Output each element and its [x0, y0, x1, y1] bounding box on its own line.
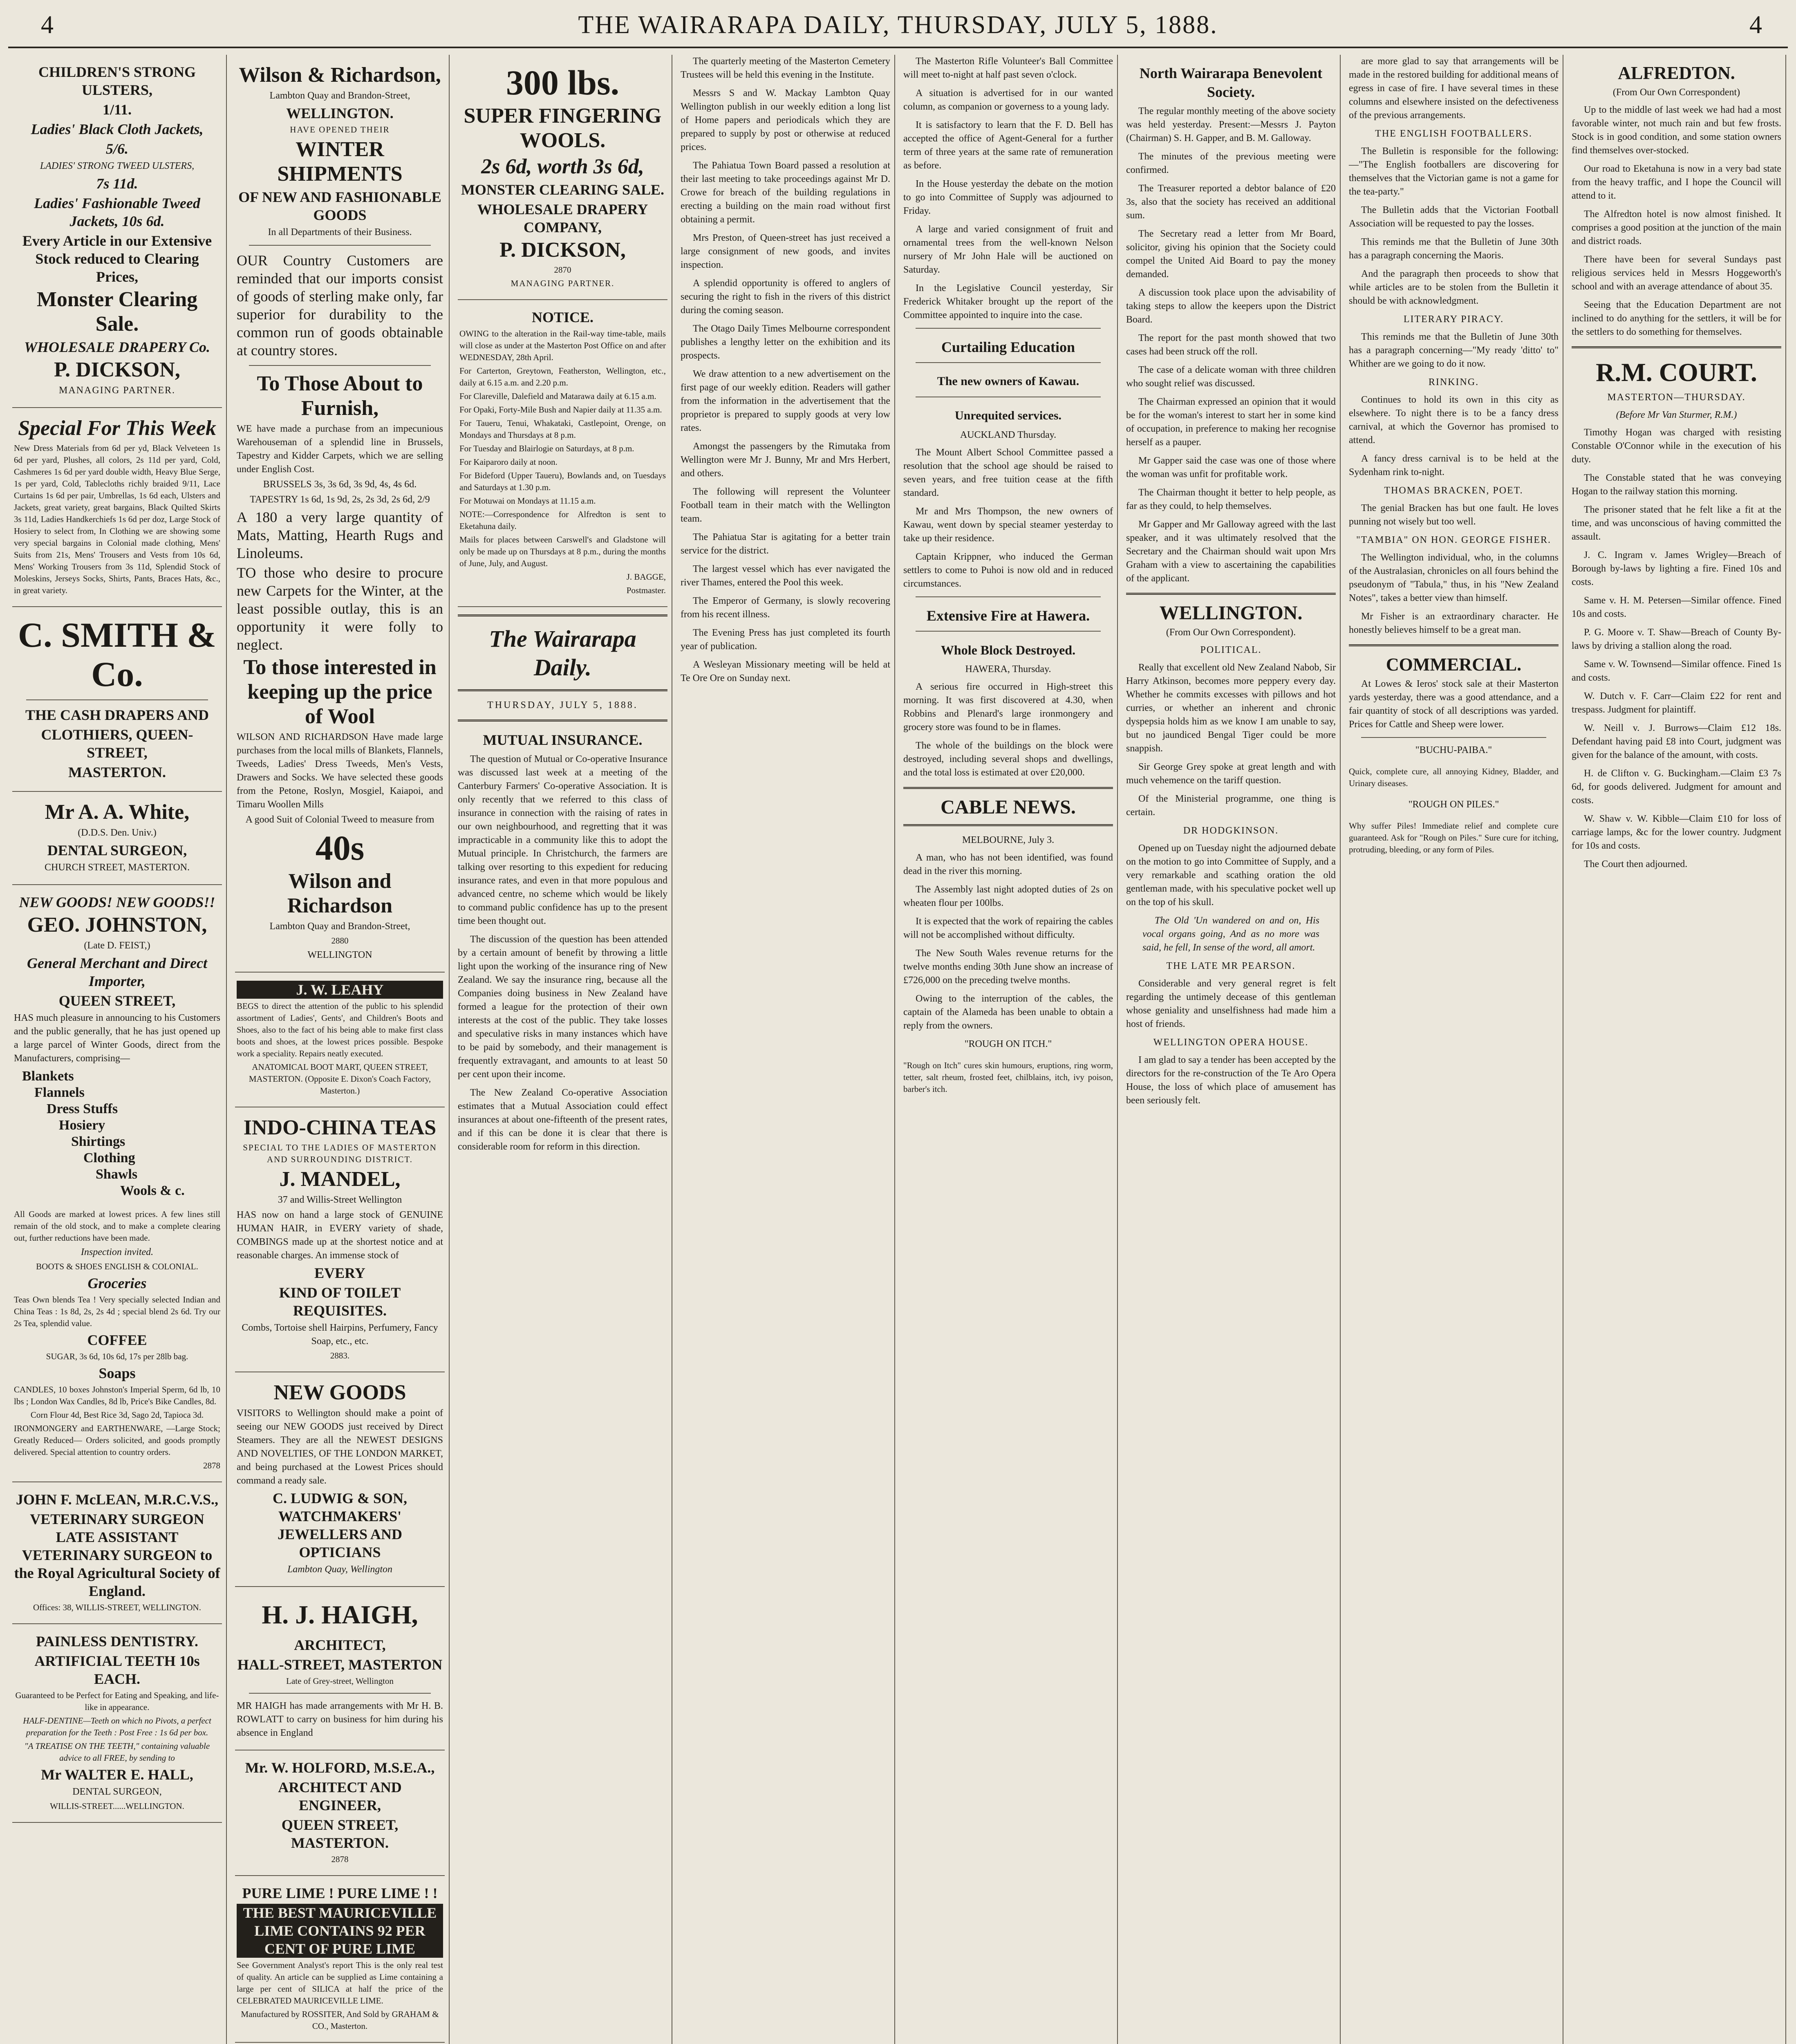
paragraph: A fancy dress carnival is to be held at the Sydenham rink to-night.: [1349, 453, 1559, 477]
column-5: [899, 55, 1118, 2044]
intro-article: [1349, 55, 1559, 122]
goods-item: Dress Stuffs: [47, 1101, 118, 1116]
winter-departments: In all Departments of their Business.: [268, 227, 412, 238]
leahy-body: BEGS to direct the attention of the public to his splendid assortment of Ladies', Gents', and Children's Boots and Shoes, also to the fact of his being able to make first class boots and shoes, at the lowest prices possible. Bespoke work a speciality. Repairs neatly executed.: [237, 1001, 443, 1058]
ad-mclean: [12, 1482, 222, 1624]
paragraph: Same v. W. Townsend—Similar offence. Fined 1s and costs.: [1572, 659, 1781, 683]
paragraph: In the House yesterday the debate on the motion to go into Committee of Supply was adjourned to Friday.: [903, 179, 1113, 216]
wool-prices: 2s 6d, worth 3s 6d,: [481, 155, 644, 178]
leahy-address: ANATOMICAL BOOT MART, QUEEN STREET, MASTERTON. (Opposite E. Dixon's Coach Factory, Masterton.): [249, 1062, 431, 1096]
notice-line: Mails for places between Carswell's and Gladstone will only be made up on Thursdays at 8 p.m., during the months of June, July, and August.: [459, 535, 666, 568]
paragraph: The quarterly meeting of the Masterton Cemetery Trustees will be held this evening in the Institute.: [681, 56, 890, 80]
paragraph: are more glad to say that arrangements will be made in the restored building for additional means of egress in case of fire. I have several times in these columns and elsewhere insisted on the defectiveness of the previous arrangements.: [1349, 56, 1559, 121]
leader-heading: MUTUAL INSURANCE.: [483, 732, 643, 748]
haigh-name: H. J. HAIGH,: [262, 1600, 418, 1629]
mandel-every: EVERY: [314, 1265, 365, 1281]
paragraph: This reminds me that the Bulletin of June 30th has a paragraph concerning the Maoris.: [1349, 237, 1559, 261]
paragraph: The minutes of the previous meeting were confirmed.: [1126, 151, 1336, 175]
newspaper-title: THE WAIRARAPA DAILY, THURSDAY, JULY 5, 1888.: [578, 11, 1218, 39]
alfredton-sub: (From Our Own Correspondent): [1612, 87, 1740, 98]
opera-heading: WELLINGTON OPERA HOUSE.: [1153, 1037, 1309, 1048]
johnston-late: (Late D. FEIST,): [84, 940, 150, 951]
paragraph: Continues to hold its own in this city as elsewhere. To night there is to be a fancy dress carnival, at which the Governor has promised to attend.: [1349, 394, 1559, 446]
johnston-role: General Merchant and Direct Importer,: [27, 955, 207, 989]
teas-text: Teas Own blends Tea ! Very specially selected Indian and China Teas : 1s 8d, 2s, 2s 4d ; special blend 2s 6d. Try our 2s Tea, splendid value.: [14, 1295, 220, 1328]
wellington-sub: (From Our Own Correspondent).: [1166, 627, 1296, 638]
paragraph: The regular monthly meeting of the above society was held yesterday. Present:—Messrs J. Payton (Chairman) S. H. Gapper, and B. M. Galloway.: [1126, 106, 1336, 143]
ladies-cloth-price: 5/6.: [105, 141, 128, 157]
paragraph: Mr Gapper and Mr Galloway agreed with the last speaker, and it was ultimately resolved that the Secretary and the Chairman should wait upon Mrs Graham with a view to ascertaining the capabilities of the applicant.: [1126, 519, 1336, 584]
rm-court-before: (Before Mr Van Sturmer, R.M.): [1616, 410, 1737, 420]
winter-goods: OF NEW AND FASHIONABLE GOODS: [238, 189, 441, 223]
melbourne-dateline: MELBOURNE, July 3.: [962, 835, 1055, 845]
literary-heading: LITERARY PIRACY.: [1403, 314, 1504, 325]
paragraph: Considerable and very general regret is felt regarding the untimely decease of this gentleman whose geniality and unselfishness had made him a host of friends.: [1126, 978, 1336, 1029]
paragraph: The report for the past month showed that two cases had been struck off the roll.: [1126, 333, 1336, 357]
combs-text: Combs, Tortoise shell Hairpins, Perfumery, Fancy Soap, etc., etc.: [242, 1322, 438, 1347]
ad-number: 2880: [331, 936, 349, 946]
wr-city: WELLINGTON.: [286, 105, 394, 121]
paragraph: The Court then adjourned.: [1584, 859, 1688, 870]
ad-leahy: [235, 973, 445, 1107]
brussels-prices: BRUSSELS 3s, 3s 6d, 3s 9d, 4s, 4s 6d.: [263, 479, 417, 490]
goods-item: Clothing: [83, 1150, 135, 1165]
ladies-ulsters-price: 7s 11d.: [96, 175, 138, 192]
notice-line: For Tuesday and Blairlogie on Saturdays, at 8 p.m.: [459, 444, 634, 453]
alfredton-article: [1572, 103, 1781, 339]
wr-address-2: Lambton Quay and Brandon-Street,: [269, 921, 410, 932]
ad-number: 2883.: [330, 1351, 350, 1360]
hall-role: DENTAL SURGEON,: [72, 1786, 162, 1797]
buchu-heading: "BUCHU-PAIBA.": [1415, 745, 1492, 755]
special-for-this-week: Special For This Week: [18, 417, 216, 440]
poem-lines: The Old 'Un wandered on and on, His vocal organs going, And as no more was said, he fell, In sense of the word, all amort.: [1142, 915, 1319, 953]
paragraph: At Lowes & Ieros' stock sale at their Masterton yards yesterday, there was a good attendance, and a fair quantity of stock of all descriptions was yarded. Prices for Cattle and Sheep were lower.: [1349, 679, 1559, 730]
paragraph: The Evening Press has just completed its fourth year of publication.: [681, 628, 890, 652]
winter-shipments: WINTER SHIPMENTS: [277, 138, 403, 186]
mclean-role: VETERINARY SURGEON LATE ASSISTANT VETERINARY SURGEON to the Royal Agricultural Society of England.: [14, 1511, 220, 1599]
country-customers: OUR Country Customers are reminded that our imports consist of goods of sterling make only, far superior for durability to the common run of goods obtainable at country stores.: [237, 252, 443, 359]
fire-article: [903, 680, 1113, 780]
commercial-article: [1349, 677, 1559, 731]
notice-line: NOTE:—Correspondence for Alfredton is sent to Eketahuna daily.: [459, 509, 666, 531]
political-heading: POLITICAL.: [1200, 645, 1262, 655]
paragraph: A Wesleyan Missionary meeting will be held at Te Ore Ore on Sunday next.: [681, 659, 890, 684]
hall-name: Mr WALTER E. HALL,: [41, 1766, 193, 1783]
ad-childrens-ulsters: [12, 55, 222, 408]
paragraph: The Chairman thought it better to help people, as far as they could, to help themselves.: [1126, 487, 1336, 511]
paragraph: Captain Krippner, who induced the German settlers to come to Puhoi is now old and in reduced circumstances.: [903, 551, 1113, 589]
paragraph: The Otago Daily Times Melbourne correspondent publishes a lengthy letter on the exhibition and its prospects.: [681, 323, 890, 361]
artificial-body: Guaranteed to be Perfect for Eating and Speaking, and life-like in appearance.: [15, 1690, 219, 1712]
paragraph: Up to the middle of last week we had had a most favorable winter, not much rain and but few frosts. Stock is in good condition, and some station owners find themselves over-stocked.: [1572, 105, 1781, 156]
ladies-ulsters: LADIES' STRONG TWEED ULSTERS,: [40, 161, 195, 171]
paragraph: The Masterton Rifle Volunteer's Ball Committee will meet to-night at half past seven o'clock.: [903, 56, 1113, 80]
opera-article: [1126, 1053, 1336, 1107]
painless-dentistry: PAINLESS DENTISTRY.: [36, 1633, 198, 1650]
column-7: [1345, 55, 1563, 2044]
haigh-role: ARCHITECT,: [294, 1637, 386, 1653]
managing-partner: MANAGING PARTNER.: [511, 278, 615, 288]
visitors-text: VISITORS to Wellington should make a point of seeing our NEW GOODS just received by Direct Steamers. They are all the NEWEST DESIGNS AND NOVELTIES, OF THE LONDON MARKET, and being purchased at the Lowest Prices should command a ready sale.: [237, 1408, 443, 1486]
ludwig-name: C. LUDWIG & SON, WATCHMAKERS' JEWELLERS AND OPTICIANS: [272, 1490, 408, 1560]
notice-line: For Motuwai on Mondays at 11.15 a.m.: [459, 496, 596, 506]
paragraph: W. Shaw v. W. Kibble—Claim £10 for loss of carriage lamps, &c for the lower country. Judgment for 10s and costs.: [1572, 814, 1781, 851]
candles-text: CANDLES, 10 boxes Johnston's Imperial Sperm, 6d lb, 10 lbs ; London Wax Candles, 8d lb, Price's Bike Candles, 8d.: [14, 1385, 220, 1406]
johnston-tail: All Goods are marked at lowest prices. A few lines still remain of the old stock, and to make a complete clearing out, further reductions have been made.: [14, 1209, 220, 1243]
treatise-text: "A TREATISE ON THE TEETH," containing valuable advice to all FREE, by sending to: [24, 1741, 210, 1763]
paragraph: The Assembly last night adopted duties of 2s on wheaten flour per 100lbs.: [903, 884, 1113, 908]
football-article: [1349, 145, 1559, 308]
paragraph: Our road to Eketahuna is now in a very bad state from the heavy traffic, and I hope the Council will attend to it.: [1572, 164, 1781, 201]
matting-text: A 180 a very large quantity of Mats, Matting, Hearth Rugs and Linoleums.: [237, 509, 443, 561]
paragraph: The discussion of the question has been attended by a certain amount of benefit by throwing a little light upon the working of the insurance ring of New Zealand. We say the insurance ring, because all the Companies doing business in New Zealand have formed a league for the protection of their own interests at the cost of the public. They take losses and speculative risks in many instances which have to be paid by somebody, and their management is frequently extravagant, and amounts to at least 50 per cent upon their income.: [458, 934, 667, 1080]
notice-heading: NOTICE.: [531, 309, 594, 325]
paragraph: H. de Clifton v. G. Buckingham.—Claim £3 7s 6d, for goods delivered. Judgment for amount and costs.: [1572, 768, 1781, 806]
lime-manufacturer: Manufactured by ROSSITER, And Sold by GRAHAM & CO., Masterton.: [241, 2009, 439, 2031]
notice-line: For Clareville, Dalefield and Matarawa daily at 6.15 a.m.: [459, 391, 656, 401]
paragraph: Mr and Mrs Thompson, the new owners of Kawau, went down by special steamer yesterday to take up their residence.: [903, 506, 1113, 544]
ad-c-smith: [12, 607, 222, 792]
paragraph: In the Legislative Council yesterday, Sir Frederick Whitaker brought up the report of the Committee appointed to inquire into the case.: [903, 283, 1113, 320]
paragraph: The Treasurer reported a debtor balance of £20 3s, also that the society has received an additional sum.: [1126, 183, 1336, 221]
every-article-text: Every Article in our Extensive Stock reduced to Clearing Prices,: [22, 233, 212, 285]
notice-signature: J. BAGGE,: [626, 572, 666, 582]
special-body: New Dress Materials from 6d per yd, Black Velveteen 1s 6d per yard, Plushes, all colors, 2s 11d per yard, Cold, Cashmeres 1s 6d per yard double width, Heavy Blue Serge, 1s per yard, Cold, Tablecloths richly braided 9/11, Lace Curtains 1s 6d per pair, Umbrellas, 1s 6d each, Ulsters and Jackets, great variety, great bargains, Black Quilted Skirts 3s 11d, Ladies Handkerchiefs 1s 6d per doz, Large Stock of Hosiery to select from, In Clothing we are showing some very special bargains in Colonial made clothing, Mens' Suits from 21s, Mens' Trousers and Vests from 10s 6d, Mens' Working Trousers from 3s 11d, Splendid Stock of Moleskins, Jerseys Socks, Shirts, Pants, Braces Hats, &c., in great variety.: [14, 443, 220, 595]
mandel-body: HAS now on hand a large stock of GENUINE HUMAN HAIR, in EVERY variety of shade, COMBINGS made up at the shortest notice and at reasonable charges. An immense stock of: [237, 1210, 443, 1261]
ironmongery-text: IRONMONGERY and EARTHENWARE, —Large Stock; Greatly Reduced— Orders solicited, and goods promptly delivered. Special attention to country orders.: [14, 1423, 220, 1457]
toilet-requisites: KIND OF TOILET REQUISITES.: [279, 1284, 401, 1319]
coffee-heading: COFFEE: [87, 1332, 147, 1348]
monster-sale: MONSTER CLEARING SALE.: [461, 182, 665, 198]
wr-city-2: WELLINGTON: [307, 950, 372, 960]
masthead: [8, 6, 1788, 48]
wr-address: Lambton Quay and Brandon-Street,: [269, 90, 410, 101]
indo-sub: SPECIAL TO THE LADIES OF MASTERTON AND SURROUNDING DISTRICT.: [243, 1143, 437, 1164]
lime-body: See Government Analyst's report This is the only real test of quality. An article can be supplied as Lime containing a large per cent of SILICA at half the price of the CELEBRATED MAURICEVILLE LIME.: [237, 1960, 443, 2006]
haigh-late: Late of Grey-street, Wellington: [286, 1676, 394, 1686]
soaps-heading: Soaps: [99, 1365, 136, 1381]
paragraph: The Bulletin is responsible for the following:—"The English footballers are discovering for themselves that the Victorian game is not a game for the tea-party.": [1349, 146, 1559, 197]
goods-list: [22, 1069, 212, 1204]
paragraph: A discussion took place upon the advisability of taking steps to allow the keepers upon the District Board.: [1126, 287, 1336, 325]
curtailing-heading: Curtailing Education: [941, 339, 1075, 355]
rinking-article: [1349, 393, 1559, 479]
ad-special-week: [12, 408, 222, 607]
lime-best: THE BEST MAURICEVILLE LIME CONTAINS 92 PER CENT OF PURE LIME: [237, 1904, 443, 1958]
literary-article: [1349, 330, 1559, 371]
rough-piles-heading: "ROUGH ON PILES.": [1408, 799, 1499, 810]
boots-shoes: BOOTS & SHOES ENGLISH & COLONIAL.: [36, 1262, 198, 1271]
kawau-heading: The new owners of Kawau.: [937, 374, 1079, 388]
paragraph: The Emperor of Germany, is slowly recovering from his recent illness.: [681, 596, 890, 620]
alfredton-heading: ALFREDTON.: [1618, 63, 1735, 83]
paragraph: The Constable stated that he was conveying Hogan to the railway station this morning.: [1572, 473, 1781, 497]
halfdentine-text: HALF-DENTINE—Teeth on which no Pivots, a perfect preparation for the Teeth : Post Free : 1s 6d per box.: [23, 1716, 211, 1737]
paragraph: The Mount Albert School Committee passed a resolution that the school age should be raised to seven years, and free tuition cease at the fifth standard.: [903, 447, 1113, 498]
pearson-article: [1126, 977, 1336, 1031]
ad-johnston: [12, 885, 222, 1482]
goods-item: Shawls: [96, 1167, 138, 1182]
hodgkinson-article: [1126, 842, 1336, 955]
wool-heading: To those interested in keeping up the price of Wool: [243, 656, 437, 728]
notice-line: For Taueru, Tenui, Whakataki, Castlepoint, Orenge, on Mondays and Thursdays at 8 p.m.: [459, 418, 666, 440]
johnston-street: QUEEN STREET,: [58, 993, 176, 1009]
local-news: [681, 55, 890, 685]
goods-item: Wools & c.: [120, 1183, 185, 1198]
inspection-invited: Inspection invited.: [81, 1247, 154, 1257]
notice-line: For Kaiparoro daily at noon.: [459, 457, 558, 467]
managing-partner: MANAGING PARTNER.: [58, 385, 176, 396]
column-6: [1122, 55, 1341, 2044]
white-line2: CHURCH STREET, MASTERTON.: [44, 862, 190, 873]
notice-line: For Opaki, Forty-Mile Bush and Napier daily at 11.35 a.m.: [459, 405, 662, 415]
sugar-text: SUGAR, 3s 6d, 10s 6d, 17s per 28lb bag.: [46, 1351, 188, 1361]
ludwig-address: Lambton Quay, Wellington: [287, 1564, 393, 1575]
mandel-name: J. MANDEL,: [279, 1168, 401, 1191]
paragraph: It is satisfactory to learn that the F. D. Bell has accepted the office of Agent-General for a further term of three years at the same rate of remuneration as before.: [903, 120, 1113, 171]
paragraph: This reminds me that the Bulletin of June 30th has a paragraph concerning—"My ready 'ditto' to" Whither are we going to do it now.: [1349, 332, 1559, 369]
paragraph: There have been for several Sundays past religious services held in Messrs Hoggeworth's school and with an average attendance of about 35.: [1572, 254, 1781, 292]
mandel-address: 37 and Willis-Street Wellington: [278, 1195, 402, 1205]
paragraph: W. Neill v. J. Burrows—Claim £12 18s. Defendant having paid £8 into Court, judgment was given for the balance of the amount, with costs.: [1572, 723, 1781, 760]
dickson-name: P. DICKSON,: [499, 238, 626, 262]
paragraph: Sir George Grey spoke at great length and with much vehemence on the tariff question.: [1126, 762, 1336, 786]
ad-ludwig: [235, 1372, 445, 1587]
haigh-body: MR HAIGH has made arrangements with Mr H. B. ROWLATT to carry on business for him during his absence in England: [237, 1701, 443, 1738]
ladies-tweed-jackets: Ladies' Fashionable Tweed Jackets, 10s 6d.: [34, 195, 200, 229]
white-name: Mr A. A. White,: [45, 800, 190, 824]
furnish-body: WE have made a purchase from an impecunious Warehouseman of a splendid line in Brussels, Tapestry and Kidder Carpets, which we are selling under English Cost.: [237, 424, 443, 475]
paragraph: Mr Gapper said the case was one of those where the woman was unfit for profitable work.: [1126, 455, 1336, 480]
hawera-dateline: HAWERA, Thursday.: [965, 664, 1051, 675]
paragraph: The Secretary read a letter from Mr Board, solicitor, giving his opinion that the Society could compel the United Aid Board to pay the money demanded.: [1126, 229, 1336, 280]
smith-line2: CLOTHIERS, QUEEN-STREET,: [41, 726, 193, 761]
monster-clearing-sale: Monster Clearing Sale.: [36, 288, 198, 336]
column-2: [231, 55, 450, 2044]
wellington-heading: WELLINGTON.: [1159, 602, 1303, 624]
ad-indo-china: [235, 1107, 445, 1372]
ad-wilson-richardson: [235, 55, 445, 973]
paragraph: Opened up on Tuesday night the adjourned debate on the motion to go into Committee of Supply, and a very remarkable and scathing oration the old gentleman made, with his speculative pocket well up on the top of his skull.: [1126, 843, 1336, 908]
paragraph: Owing to the interruption of the cables, the captain of the Alameda has been unable to obtain a reply from the owners.: [903, 993, 1113, 1031]
paragraph: The Wellington individual, who, in the columns of the Australasian, chronicles on all fours behind the pseudonym of "Tabula," thus, in his "New Zealand Notes", takes a better view than himself.: [1349, 552, 1559, 603]
ad-lime: [235, 1876, 445, 2043]
mclean-name: JOHN F. McLEAN, M.R.C.V.S.,: [16, 1491, 219, 1508]
goods-item: Hosiery: [59, 1118, 105, 1133]
paragraph: P. G. Moore v. T. Shaw—Breach of County By-laws by driving a stallion along the road.: [1572, 627, 1781, 651]
paragraph: It is expected that the work of repairing the cables will not be accomplished without difficulty.: [903, 916, 1113, 940]
paragraph: Amongst the passengers by the Rimutaka from Wellington were Mr J. Bunny, Mr and Mrs Herbert, and others.: [681, 441, 890, 479]
paragraph: Timothy Hogan was charged with resisting Constable O'Connor while in the execution of his duty.: [1572, 427, 1781, 465]
paragraph: I am glad to say a tender has been accepted by the directors for the re-construction of the Te Aro Opera House, the loss of which place of amusement has been seriously felt.: [1126, 1055, 1336, 1106]
page-number-left: 4: [41, 11, 55, 39]
paragraph: The genial Bracken has but one fault. He loves punning not wisely but too well.: [1349, 503, 1559, 527]
rm-court-sub: MASTERTON—THURSDAY.: [1607, 392, 1746, 403]
unrequited-heading: Unrequited services.: [954, 409, 1062, 422]
column-3: [454, 55, 672, 2044]
paragraph: Mr Fisher is an extraordinary character. He honestly believes himself to be a great man.: [1349, 611, 1559, 635]
ad-number: 2878: [203, 1461, 220, 1470]
dickson-name: P. DICKSON,: [54, 358, 180, 381]
mclean-office: Offices: 38, WILLIS-STREET, WELLINGTON.: [33, 1602, 201, 1612]
paragraph: A serious fire occurred in High-street this morning. It was first discovered at 4.30, when Robbins and Plenard's large ironmongery and grocery store was found to be in flames.: [903, 681, 1113, 733]
wr-name-2: Wilson and Richardson: [287, 870, 393, 917]
carpets-text: TO those who desire to procure new Carpets for the Winter, at the least possible outlay, this is an opportunity it were folly to neglect.: [237, 565, 443, 653]
paper-title: The Wairarapa Daily.: [489, 625, 636, 681]
smith-line1: THE CASH DRAPERS AND: [25, 707, 209, 723]
paragraph: Of the Ministerial programme, one thing is certain.: [1126, 793, 1336, 818]
buchu-body: Quick, complete cure, all annoying Kidney, Bladder, and Urinary diseases.: [1349, 766, 1559, 788]
leader-article: [458, 753, 667, 1154]
rough-on-itch-body: "Rough on Itch" cures skin humours, eruptions, ring worm, tetter, salt rheum, frosted feet, chilblains, itch, ivy poison, barber's itch.: [903, 1060, 1113, 1094]
paragraph: A situation is advertised for in our wanted column, as companion or governess to a young lady.: [903, 88, 1113, 112]
rinking-heading: RINKING.: [1428, 377, 1479, 388]
holford-role: ARCHITECT AND ENGINEER,: [278, 1779, 402, 1813]
new-goods-banner: NEW GOODS! NEW GOODS!!: [19, 894, 215, 910]
ad-number: 2878: [331, 1854, 349, 1864]
cable-article: [903, 851, 1113, 1033]
society-heading: North Wairarapa Benevolent Society.: [1139, 65, 1323, 100]
football-heading: THE ENGLISH FOOTBALLERS.: [1375, 128, 1532, 139]
johnston-name: GEO. JOHNSTON,: [27, 913, 207, 937]
groceries-heading: Groceries: [87, 1275, 147, 1291]
rough-piles-body: Why suffer Piles! Immediate relief and complete cure guaranteed. Ask for "Rough on Piles." Sure cure for itching, protruding, bleeding, or any form of Piles.: [1349, 821, 1559, 854]
wellington-article: [1126, 661, 1336, 819]
smith-name: C. SMITH & Co.: [18, 615, 216, 694]
auckland-dateline: AUCKLAND Thursday.: [960, 430, 1057, 440]
flour-text: Corn Flour 4d, Best Rice 3d, Sago 2d, Tapioca 3d.: [30, 1410, 204, 1420]
paragraph: A splendid opportunity is offered to anglers of securing the right to fish in the rivers of this district during the coming season.: [681, 278, 890, 316]
paragraph: The New Zealand Co-operative Association estimates that a Mutual Association could effect insurances at about one-fifteenth of the present rates, and if this can be done it is clear that there is considerable room for reform in this direction.: [458, 1087, 667, 1152]
notice-line: For Bideford (Upper Taueru), Bowlands and, on Tuesdays and Saturdays at 1.30 p.m.: [459, 471, 666, 492]
wool-weight: 300 lbs.: [506, 63, 620, 102]
paragraph: We draw attention to a new advertisement on the first page of our weekly edition. Readers will gather from the information in the advertisement that the proprietor is prepared to supply goods at very low rates.: [681, 369, 890, 433]
ad-fingering-wools: [458, 55, 667, 300]
paragraph: W. Dutch v. F. Carr—Claim £22 for rent and trespass. Judgment for plaintiff.: [1572, 691, 1781, 715]
paragraph: The Bulletin adds that the Victorian Football Association will be requested to pay the losses.: [1349, 205, 1559, 229]
wr-name: Wilson & Richardson,: [239, 63, 441, 87]
page-number-right: 4: [1749, 11, 1763, 39]
paragraph: The Pahiatua Star is agitating for a better train service for the district.: [681, 532, 890, 556]
rm-court-article: [1572, 426, 1781, 871]
childrens-ulsters-price: 1/11.: [102, 101, 132, 118]
notice-body: OWING to the alteration in the Rail-way time-table, mails will close as under at the Masterton Post Office on and after WEDNESDAY, 28th April.: [459, 329, 666, 362]
ad-white-dentist: [12, 792, 222, 885]
tabula-heading: "TAMBIA" ON HON. GEORGE FISHER.: [1356, 535, 1551, 545]
paragraph: And the paragraph then proceeds to show that while articles are to be stolen from the Bulletin it should be with acknowledgment.: [1349, 269, 1559, 306]
forty-shillings: 40s: [315, 828, 365, 867]
goods-item: Flannels: [34, 1085, 85, 1100]
paragraph: The largest vessel which has ever navigated the river Thames, entered the Pool this week.: [681, 564, 890, 588]
wholesale-company: WHOLESALE DRAPERY COMPANY,: [477, 201, 648, 235]
paragraph: The prisoner stated that he felt like a fit at the time, and was unconscious of having committed the assault.: [1572, 504, 1781, 542]
paragraph: Really that excellent old New Zealand Nabob, Sir Harry Atkinson, becomes more peppery every day. Whether he commits excesses with pillows and hot curries, or whether an inherent and chronic dyspepsia holds him as we know I am unable to say, but no jaundiced Bengal Tiger could be more snappish.: [1126, 662, 1336, 754]
ad-painless-dentistry: [12, 1624, 222, 1823]
paragraph: A large and varied consignment of fruit and ornamental trees from the well-known Nelson nursery of Mr John Hale will be auctioned on Saturday.: [903, 224, 1113, 275]
paragraph: The whole of the buildings on the block were destroyed, including several shops and dwellings, and the total loss is estimated at over £20,000.: [903, 740, 1113, 778]
goods-item: Blankets: [22, 1069, 74, 1084]
paragraph: The case of a delicate woman with three children who sought relief was discussed.: [1126, 365, 1336, 389]
rough-on-itch-heading: "ROUGH ON ITCH.": [964, 1039, 1052, 1049]
paragraph: J. C. Ingram v. James Wrigley—Breach of Borough by-laws by lighting a fire. Fined 10s and costs.: [1572, 550, 1781, 587]
wool-body: WILSON AND RICHARDSON Have made large purchases from the local mills of Blankets, Flannels, Tweeds, Ladies' Dress Tweeds, Men's Vests, Drawers and Socks. We have selected these goods from the Petone, Roslyn, Mosgiel, Kaiapoi, and Timaru Woollen Mills: [237, 732, 443, 810]
new-goods-heading: NEW GOODS: [273, 1381, 406, 1404]
leahy-name: J. W. LEAHY: [237, 981, 443, 999]
wholesale-drapery: WHOLESALE DRAPERY Co.: [24, 339, 211, 355]
commercial-heading: COMMERCIAL.: [1386, 654, 1522, 675]
paragraph: The Alfredton hotel is now almost finished. It comprises a good position at the junction of the main and district roads.: [1572, 209, 1781, 247]
curtailing-article: [903, 446, 1113, 591]
indo-china-teas: INDO-CHINA TEAS: [243, 1116, 437, 1139]
hall-address: WILLIS-STREET......WELLINGTON.: [50, 1801, 184, 1811]
notice-role: Postmaster.: [626, 585, 666, 595]
goods-item: Shirtings: [71, 1134, 125, 1149]
paragraph: The Pahiatua Town Board passed a resolution at their last meeting to take proceedings against Mr D. Crowe for breach of the building regulations in erecting a building on the main road without first obtaining a permit.: [681, 160, 890, 225]
white-line1: DENTAL SURGEON,: [47, 842, 187, 858]
bracken-article: [1349, 502, 1559, 529]
column-4: [676, 55, 895, 2044]
paragraph: The New South Wales revenue returns for the twelve months ending 30th June show an increase of £726,000 on the preceding twelve months.: [903, 948, 1113, 986]
fire-subheading: Whole Block Destroyed.: [941, 643, 1076, 657]
wr-have-opened: HAVE OPENED THEIR: [290, 125, 390, 134]
fire-heading: Extensive Fire at Hawera.: [926, 607, 1090, 624]
haigh-address: HALL-STREET, MASTERTON: [237, 1656, 443, 1673]
paragraph: Same v. H. M. Petersen—Similar offence. Fined 10s and costs.: [1572, 595, 1781, 619]
tabula-article: [1349, 551, 1559, 637]
hodgkinson-heading: DR HODGKINSON.: [1183, 825, 1279, 836]
artificial-teeth: ARTIFICIAL TEETH 10s EACH.: [34, 1653, 200, 1687]
paragraph: Messrs S and W. Mackay Lambton Quay Wellington publish in our weekly edition a long list of Home papers and periodicals which they are prepared to supply by post or otherwise at reduced prices.: [681, 88, 890, 152]
tapestry-prices: TAPESTRY 1s 6d, 1s 9d, 2s, 2s 3d, 2s 6d, 2/9: [250, 494, 430, 505]
issue-date: THURSDAY, JULY 5, 1888.: [487, 700, 638, 710]
holford-name: Mr. W. HOLFORD, M.S.E.A.,: [245, 1759, 435, 1776]
holford-address: QUEEN STREET, MASTERTON.: [281, 1817, 399, 1851]
society-article: [1126, 105, 1336, 585]
pure-lime: PURE LIME ! PURE LIME ! !: [242, 1885, 438, 1901]
paragraph: Mrs Preston, of Queen-street has just received a large consignment of new goods, and invites inspection.: [681, 233, 890, 270]
childrens-ulsters-title: CHILDREN'S STRONG ULSTERS,: [38, 64, 196, 98]
local-news-2: [903, 55, 1113, 322]
paragraph: The Chairman expressed an opinion that it would be for the woman's interest to start her in some kind of occupation, in preference to making her recognise herself as a pauper.: [1126, 397, 1336, 448]
fingering-wools: SUPER FINGERING WOOLS.: [464, 104, 662, 152]
pearson-heading: THE LATE MR PEARSON.: [1166, 961, 1296, 971]
furnish-heading: To Those About to Furnish,: [257, 372, 423, 420]
column-8: [1568, 55, 1786, 2044]
bracken-heading: THOMAS BRACKEN, POET.: [1384, 485, 1523, 496]
tweed-suit-text: A good Suit of Colonial Tweed to measure from: [245, 814, 434, 825]
cable-news-heading: CABLE NEWS.: [941, 796, 1076, 818]
notice-line: For Carterton, Greytown, Featherston, Wellington, etc., daily at 6.15 a.m. and 2.20 p.m.: [459, 366, 666, 388]
ad-haigh: [235, 1587, 445, 1750]
johnston-body: HAS much pleasure in announcing to his Customers and the public generally, that he has just opened up a large parcel of Winter Goods, direct from the Manufacturers, comprising—: [14, 1013, 220, 1064]
ad-post-notice: [458, 300, 667, 607]
white-degree: (D.D.S. Den. Univ.): [78, 827, 157, 838]
ladies-cloth-jackets: Ladies' Black Cloth Jackets,: [31, 121, 204, 137]
smith-line3: MASTERTON.: [68, 764, 166, 780]
ad-number: 2870: [554, 265, 571, 275]
paragraph: The question of Mutual or Co-operative Insurance was discussed last week at a meeting of the Canterbury Farmers' Co-operative Association. It is only recently that we referred to this class of insurance in connection with the raising of rates in our own neighbourhood, and regretting that it was impracticable in a community like this to adopt the Mutual principle. In Christchurch, the farmers are talking over resorting to this expedient for reducing insurance rates, and even in that more populous and advanced centre, no scheme which would be likely to command public confidence has up to the present time been thought out.: [458, 754, 667, 926]
paragraph: The following will represent the Volunteer Football team in their match with the Wellington team.: [681, 486, 890, 524]
rm-court-heading: R.M. COURT.: [1596, 358, 1757, 387]
paragraph: A man, who has not been identified, was found dead in the river this morning.: [903, 852, 1113, 876]
paragraph: Seeing that the Education Department are not inclined to do anything for the settlers, it will be for the settlers to do something for themselves.: [1572, 300, 1781, 337]
column-1: [8, 55, 227, 2044]
ad-holford: [235, 1750, 445, 1876]
